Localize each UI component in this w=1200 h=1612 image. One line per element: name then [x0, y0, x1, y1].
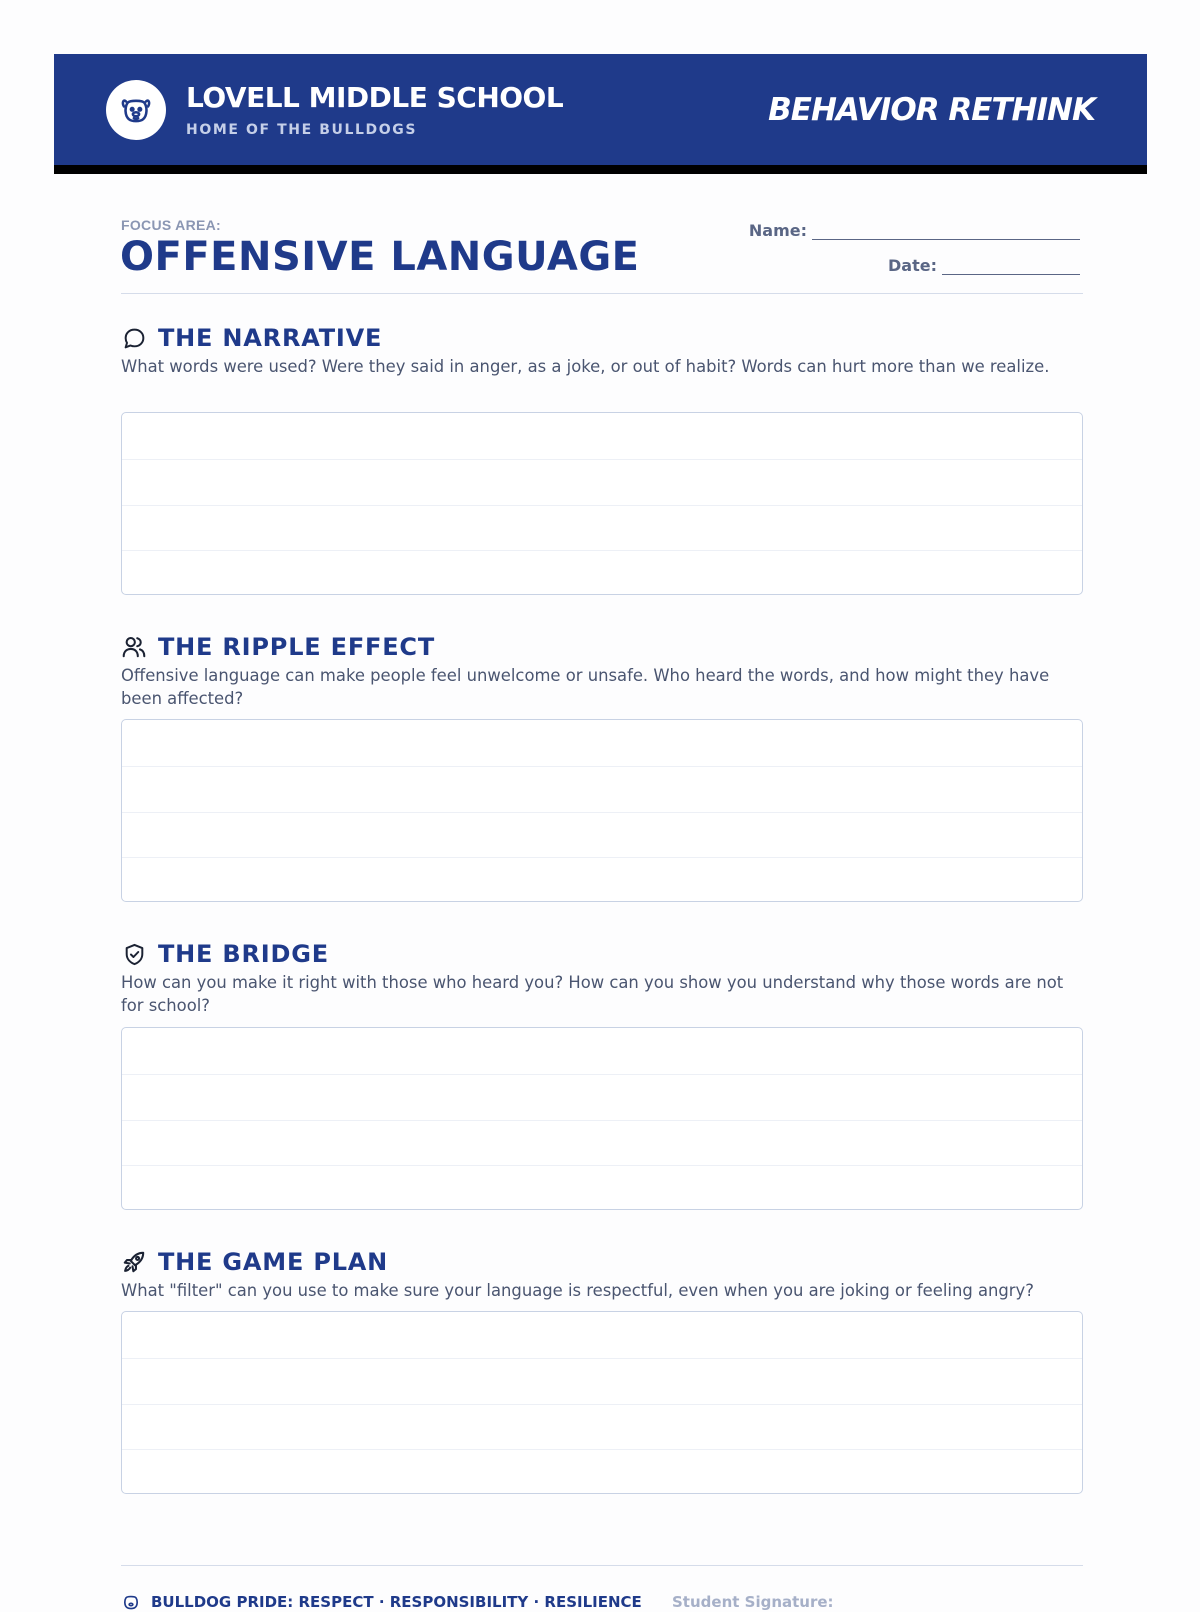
writing-line	[122, 1404, 1082, 1405]
name-label: Name:	[748, 221, 807, 240]
answer-area-ripple-effect	[121, 719, 1083, 902]
footer-motto-text: BULLDOG PRIDE: RESPECT · RESPONSIBILITY · RESILIENCE	[151, 1593, 642, 1611]
school-name: LOVELL MIDDLE SCHOOL	[186, 80, 564, 114]
focus-area-title: OFFENSIVE LANGUAGE	[120, 234, 640, 280]
writing-line	[122, 1074, 1082, 1075]
rocket-icon	[121, 1249, 147, 1275]
section-prompt: How can you make it right with those who heard you? How can you show you understand why those words are not for school?	[121, 973, 1064, 1015]
answer-box[interactable]	[121, 1311, 1083, 1494]
writing-line	[122, 857, 1082, 858]
signature-label: Student Signature:	[672, 1593, 834, 1611]
bulldog-icon	[121, 1592, 141, 1612]
section-title: THE GAME PLAN	[158, 1248, 389, 1276]
answer-box[interactable]	[121, 1027, 1083, 1210]
section-title: THE BRIDGE	[158, 940, 329, 968]
date-label: Date:	[888, 256, 937, 275]
date-field[interactable]	[888, 256, 1080, 275]
school-logo	[106, 80, 166, 140]
writing-line	[122, 766, 1082, 767]
name-field[interactable]	[749, 221, 1080, 240]
section-prompt: What "filter" can you use to make sure your language is respectful, even when you are joking or feeling angry?	[121, 1281, 1034, 1300]
writing-line	[122, 550, 1082, 551]
section-title: THE RIPPLE EFFECT	[158, 633, 436, 661]
answer-area-bridge	[121, 1027, 1083, 1210]
school-header-banner	[54, 54, 1147, 174]
answer-area-narrative	[121, 412, 1083, 595]
program-title: BEHAVIOR RETHINK	[768, 91, 1095, 128]
name-blank-line[interactable]	[812, 224, 1080, 240]
shield-check-icon	[121, 941, 147, 967]
date-blank-line[interactable]	[942, 259, 1080, 275]
title-divider	[121, 293, 1083, 294]
answer-area-game-plan	[121, 1311, 1083, 1494]
writing-line	[122, 812, 1082, 813]
section-narrative	[121, 323, 1083, 378]
writing-line	[122, 459, 1082, 460]
section-prompt: Offensive language can make people feel unwelcome or unsafe. Who heard the words, and how might they have been affected?	[121, 666, 1050, 708]
writing-line	[122, 1358, 1082, 1359]
section-game-plan	[121, 1247, 1083, 1302]
footer-divider	[121, 1565, 1083, 1566]
footer-motto	[121, 1592, 642, 1612]
section-title: THE NARRATIVE	[158, 324, 383, 352]
people-icon	[121, 634, 147, 660]
writing-line	[122, 505, 1082, 506]
speech-bubble-icon	[121, 325, 147, 351]
answer-box[interactable]	[121, 412, 1083, 595]
section-prompt: What words were used? Were they said in anger, as a joke, or out of habit? Words can hurt more than we realize.	[121, 357, 1050, 376]
bulldog-icon	[119, 93, 153, 127]
writing-line	[122, 1120, 1082, 1121]
section-bridge	[121, 939, 1083, 1017]
answer-box[interactable]	[121, 719, 1083, 902]
school-subtitle: HOME OF THE BULLDOGS	[186, 121, 418, 138]
writing-line	[122, 1165, 1082, 1166]
writing-line	[122, 1449, 1082, 1450]
focus-area-label: FOCUS AREA:	[121, 217, 222, 233]
section-ripple-effect	[121, 632, 1083, 710]
